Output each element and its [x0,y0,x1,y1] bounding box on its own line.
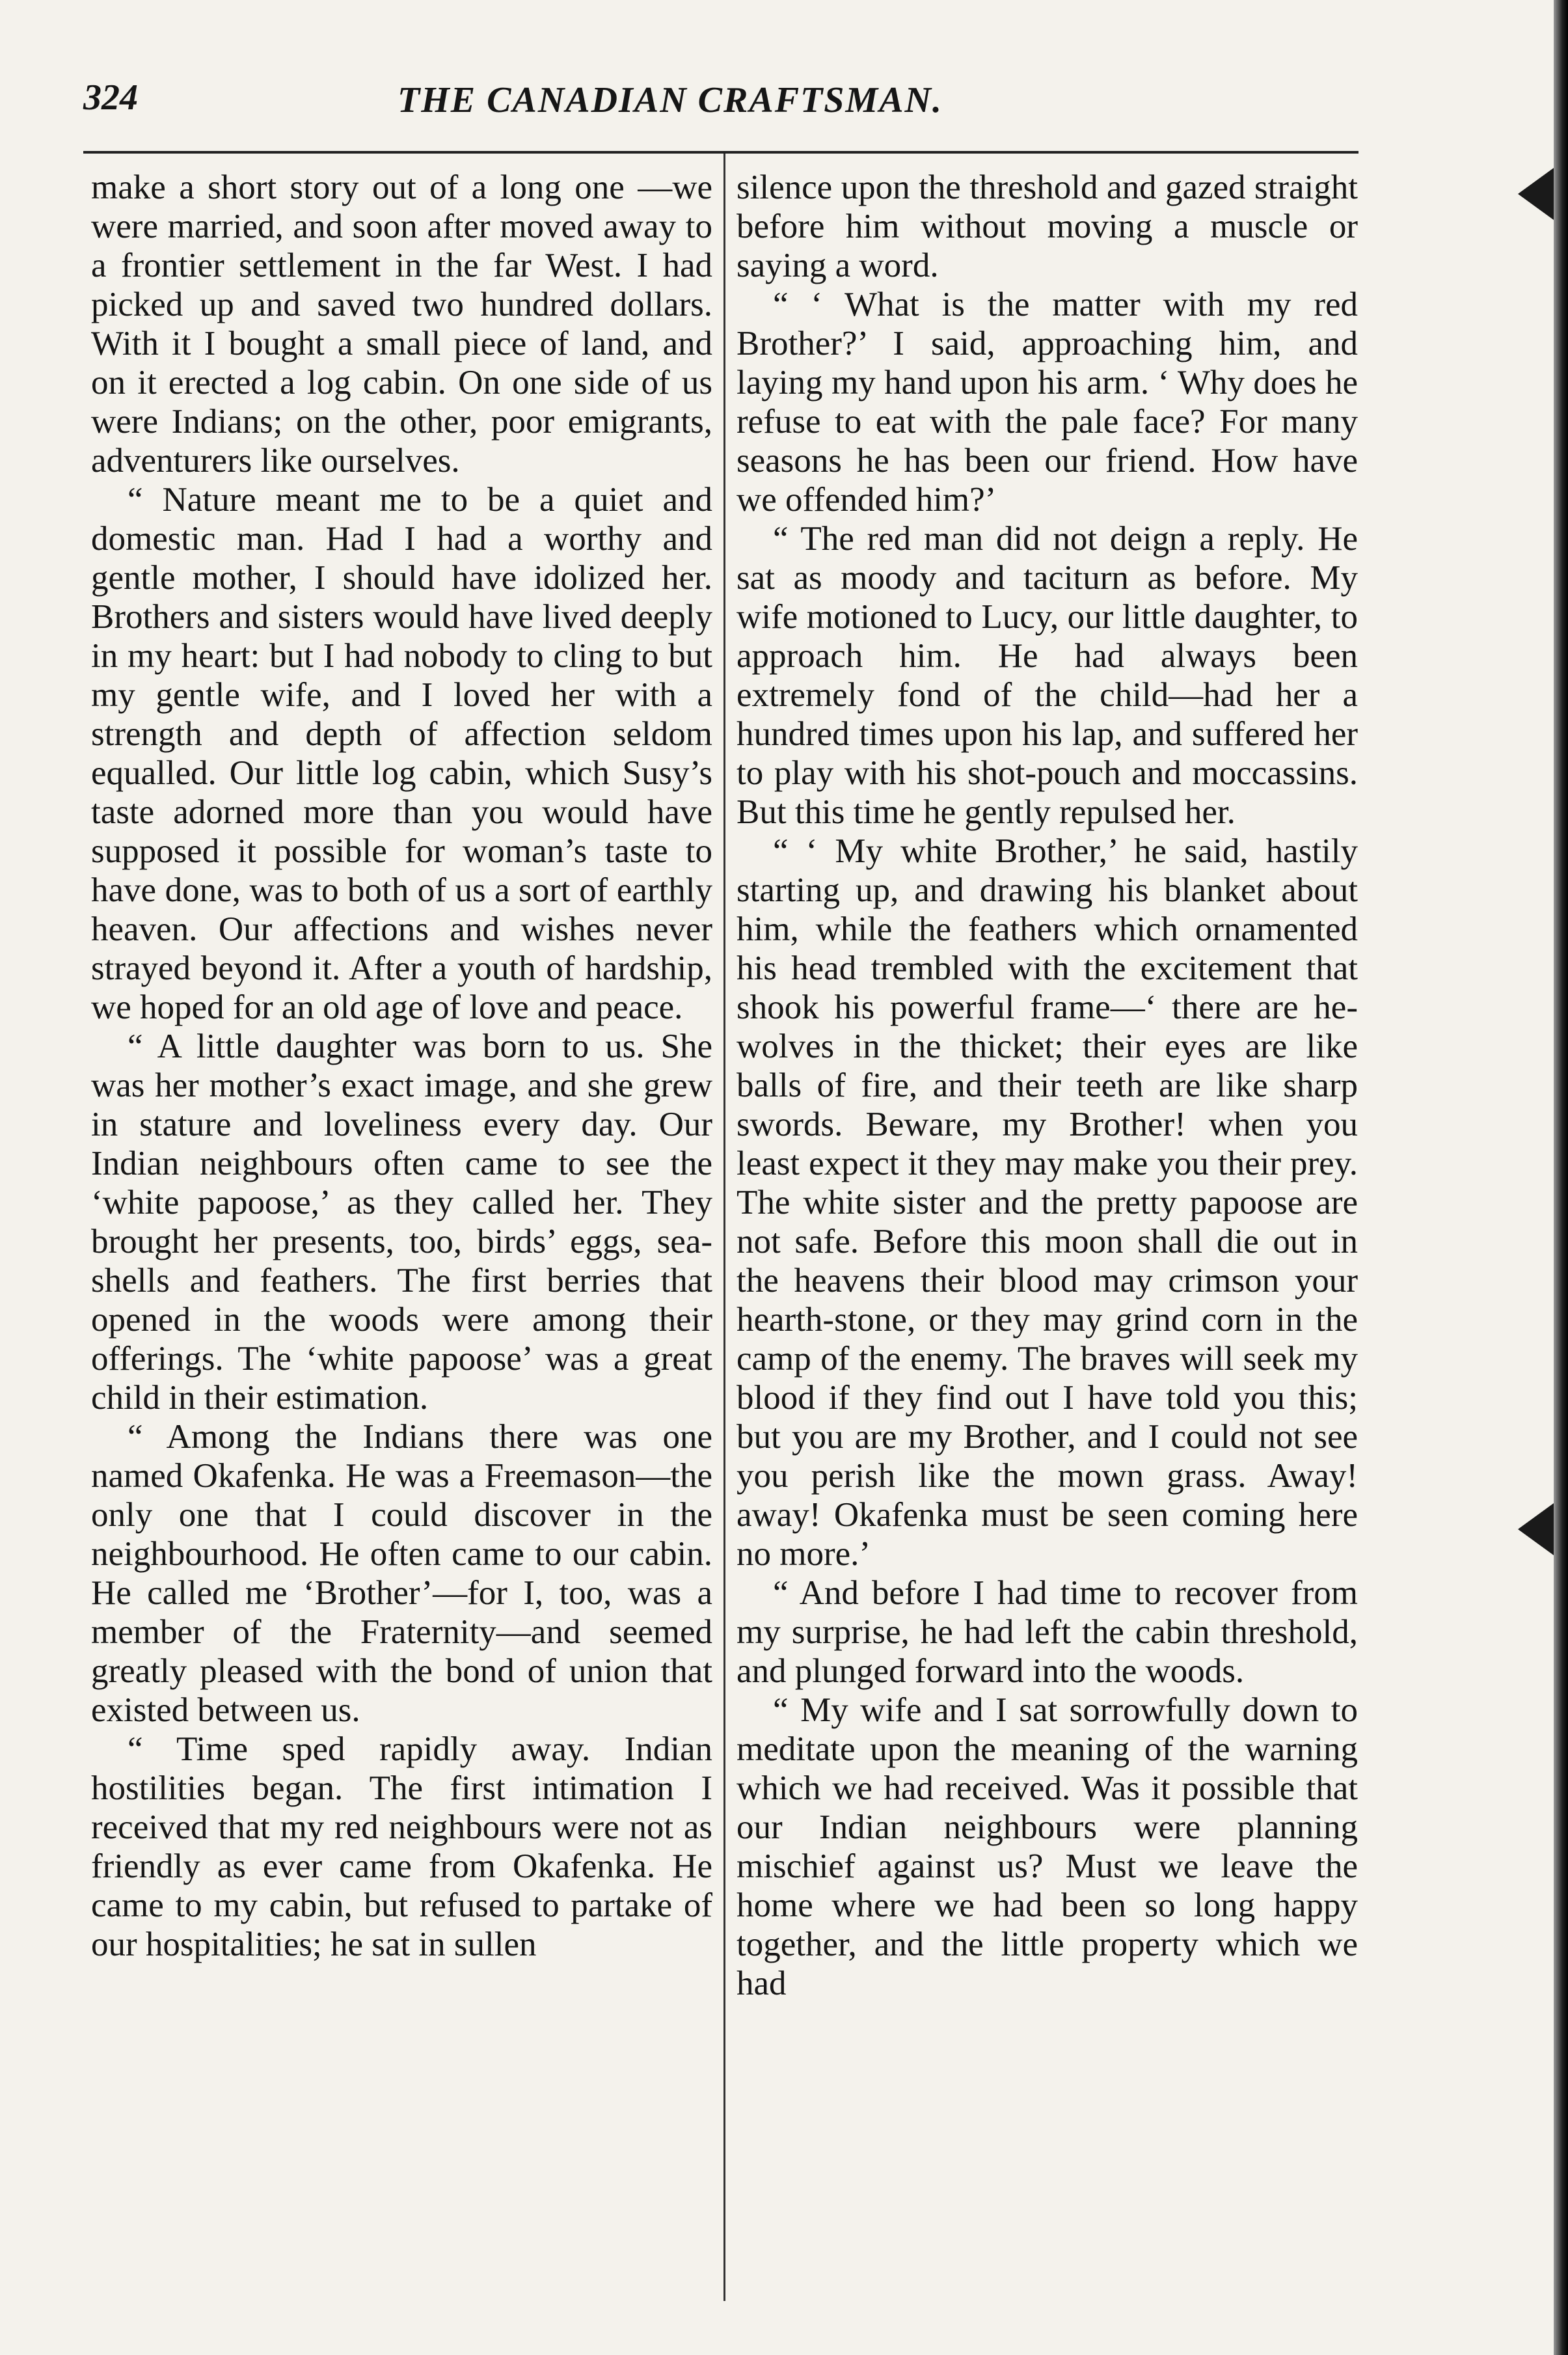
paragraph: “ My wife and I sat sorrowfully down to meditate upon the meaning of the warning which we had received. Was it possible that our Indian neighbours were planning mischief against us? Must we leave the home where we had been so long happy together, and the little property which we had [737,1691,1358,2002]
paragraph: “ Nature meant me to be a quiet and domestic man. Had I had a worthy and gentle mother, I should have idolized her. Brothers and sisters would have lived deeply in my heart: but I had nobody to cling to but my gentle wife, and I loved her with a strength and depth of affection seldom equalled. Our little log cabin, which Susy’s taste adorned more than you would have supposed it possible for woman’s taste to have done, was to both of us a sort of earthly heaven. Our affections and wishes never strayed beyond it. After a youth of hardship, we hoped for an old age of love and peace. [91,481,712,1026]
edge-tab-bottom [1518,1503,1554,1555]
running-head: THE CANADIAN CRAFTSMAN. [398,80,943,120]
paragraph: “ A little daughter was born to us. She was her mother’s exact image, and she grew in stature and loveliness every day. Our Indian neighbours often came to see the ‘white papoose,’ as they called her. They brought her presents, too, birds’ eggs, sea-shells and feathers. The first berries that opened in the woods were among their offerings. The ‘white papoose’ was a great child in their estimation. [91,1028,712,1417]
paragraph: “ Among the Indians there was one named Okafenka. He was a Freemason—the only one that I could discover in the neighbourhood. He often came to our cabin. He called me ‘Brother’—for I, too, was a member of the Fraternity—and seemed greatly pleased with the bond of union that existed between us. [91,1418,712,1729]
edge-tab-top [1518,168,1554,220]
paragraph: “ The red man did not deign a reply. He sat as moody and taciturn as before. My wife motioned to Lucy, our little daughter, to approach him. He had always been extremely fond of the child—had her a hundred times upon his lap, and suffered her to play with his shot-pouch and moccassins. But this time he gently repulsed her. [737,520,1358,831]
paragraph: “ And before I had time to recover from my surprise, he had left the cabin threshold, and plunged forward into the woods. [737,1574,1358,1690]
right-column [737,168,1358,2003]
header-rule [83,151,1358,154]
paragraph: silence upon the threshold and gazed straight before him without moving a muscle or saying a word. [737,169,1358,284]
column-divider [723,154,725,2301]
paragraph: “ ‘ What is the matter with my red Brother?’ I said, approaching him, and laying my hand upon his arm. ‘ Why does he refuse to eat with the pale face? For many seasons he has been our friend. How have we offended him?’ [737,286,1358,519]
paragraph: make a short story out of a long one —we were married, and soon after moved away to a frontier settlement in the far West. I had picked up and saved two hundred dollars. With it I bought a small piece of land, and on it erected a log cabin. On one side of us were Indians; on the other, poor emigrants, adventurers like ourselves. [91,169,712,480]
paragraph: “ Time sped rapidly away. Indian hostilities began. The first intimation I received that my red neighbours were not as friendly as ever came from Okafenka. He came to my cabin, but refused to partake of our hospitalities; he sat in sullen [91,1730,712,1963]
left-column [91,168,712,1964]
paragraph: “ ‘ My white Brother,’ he said, hastily starting up, and drawing his blanket about him, while the feathers which ornamented his head trembled with the excitement that shook his powerful frame—‘ there are he-wolves in the thicket; their eyes are like balls of fire, and their teeth are like sharp swords. Beware, my Brother! when you least expect it they may make you their prey. The white sister and the pretty papoose are not safe. Before this moon shall die out in the heavens their blood may crimson your hearth-stone, or they may grind corn in the camp of the enemy. The braves will seek my blood if they find out I have told you this; but you are my Brother, and I could not see you perish like the mown grass. Away! away! Okafenka must be seen coming here no more.’ [737,832,1358,1573]
page-number: 324 [83,77,138,118]
binding-edge [1554,0,1568,2355]
